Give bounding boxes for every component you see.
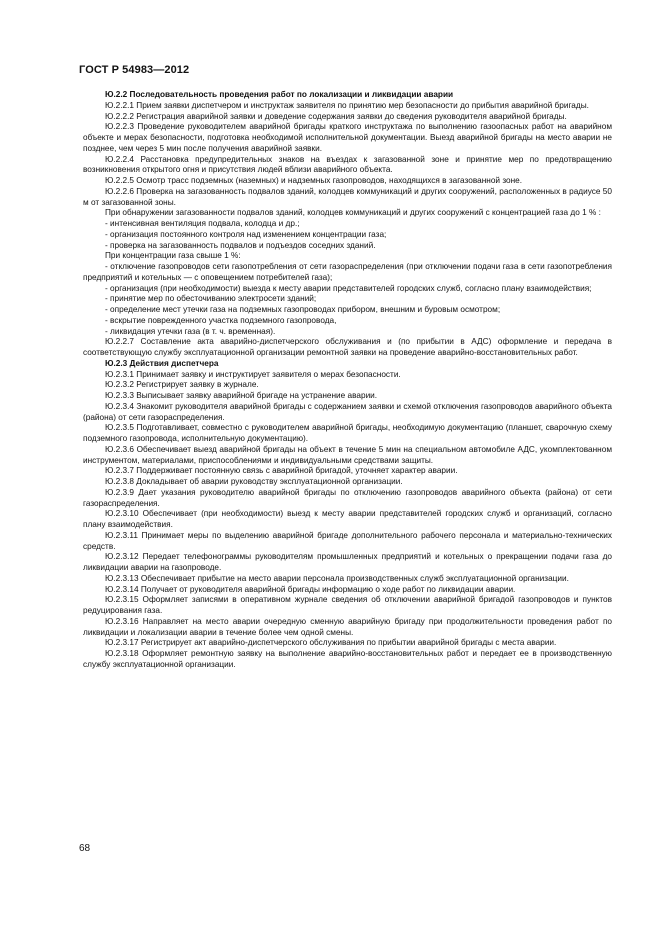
list-item: - принятие мер по обесточиванию электросети зданий; <box>105 294 317 304</box>
paragraph: Ю.2.3.1 Принимает заявку и инструктирует заявителя о мерах безопасности. <box>105 369 401 379</box>
list-item: - интенсивная вентиляция подвала, колодца и др.; <box>105 219 300 228</box>
paragraph: Ю.2.2.7 Составление акта аварийно-диспетчерского обслуживания и (по прибытии в АДС) оформление и передача в соответствующую службу эксплуатационной организации ремонтной заявки на проведение аварийно-восстановительных работ. <box>83 337 612 357</box>
paragraph: При концентрации газа свыше 1 %: <box>105 251 241 261</box>
paragraph: Ю.2.3.18 Оформляет ремонтную заявку на выполнение аварийно-восстановительных работ и передает ее в производственную службу эксплуатационной организации. <box>83 649 612 669</box>
paragraph: При обнаружении загазованности подвалов зданий, колодцев коммуникаций и других сооружений с концентрацией газа до 1 % : <box>105 208 601 218</box>
document-body <box>83 90 612 671</box>
paragraph: Ю.2.3.13 Обеспечивает прибытие на место аварии персонала производственных служб эксплуатационной организации. <box>105 573 569 583</box>
paragraph: Ю.2.3.15 Оформляет записями в оперативном журнале сведения об отключении аварийной бригадой газопроводов и пунктов редуцирования газа. <box>83 595 612 615</box>
paragraph: Ю.2.2.2 Регистрация аварийной заявки и доведение содержания заявки до сведения руководителя аварийной бригады. <box>105 111 567 121</box>
list-item: - организация постоянного контроля над изменением концентрации газа; <box>105 229 387 239</box>
document-header: ГОСТ Р 54983—2012 <box>79 64 190 76</box>
page-number: 68 <box>79 843 91 854</box>
list-item: - проверка на загазованность подвалов и подъездов соседних зданий. <box>105 240 376 250</box>
paragraph: Ю.2.3.3 Выписывает заявку аварийной бригаде на устранение аварии. <box>105 391 378 400</box>
list-item: - ликвидация утечки газа (в т. ч. временная). <box>105 326 276 336</box>
paragraph: Ю.2.2.6 Проверка на загазованность подвалов зданий, колодцев коммуникаций и других сооружений, расположенных в радиусе 50 м от загазованной зоны. <box>83 186 612 207</box>
paragraph: Ю.2.2.1 Прием заявки диспетчером и инструктаж заявителя по принятию мер безопасности до прибытия аварийной бригады. <box>105 100 589 110</box>
section-heading: Ю.2.3 Действия диспетчера <box>105 358 219 368</box>
paragraph: Ю.2.3.12 Передает телефонограммы руководителям промышленных предприятий и котельных о прекращении подачи газа до ликвидации аварии на газопроводе. <box>83 552 612 572</box>
paragraph: Ю.2.3.10 Обеспечивает (при необходимости) выезд к месту аварии представителей городских служб и организаций, согласно плану взаимодействия. <box>83 509 612 529</box>
section-heading: Ю.2.2 Последовательность проведения работ по локализации и ликвидации аварии <box>105 90 454 99</box>
paragraph: Ю.2.2.5 Осмотр трасс подземных (наземных) и надземных газопроводов, находящихся в загазованной зоне. <box>105 176 523 185</box>
list-item: - отключение газопроводов сети газопотребления от сети газораспределения (при отключении подачи газа в сети газопотребления предприятий и котельных — с оповещением потребителей газа); <box>83 262 612 282</box>
paragraph: Ю.2.3.16 Направляет на место аварии очередную сменную аварийную бригаду при продолжительности проведения работ по ликвидации и локализации аварии в течение более чем одной смены. <box>83 616 612 637</box>
paragraph: Ю.2.3.2 Регистрирует заявку в журнале. <box>105 380 259 390</box>
paragraph: Ю.2.3.9 Дает указания руководителю аварийной бригады по отключению газопроводов аварийного объекта (района) от сети газораспределения. <box>83 487 612 508</box>
paragraph: Ю.2.3.14 Получает от руководителя аварийной бригады информацию о ходе работ по ликвидации аварии. <box>105 584 516 594</box>
list-item: - определение мест утечки газа на подземных газопроводах прибором, внешним и буровым осмотром; <box>105 305 501 314</box>
list-item: - вскрытие поврежденного участка подземного газопровода, <box>105 315 337 325</box>
paragraph: Ю.2.3.17 Регистрирует акт аварийно-диспетчерского обслуживания по прибытии аварийной бригады с места аварии. <box>105 638 557 648</box>
paragraph: Ю.2.3.11 Принимает меры по выделению аварийной бригаде дополнительного рабочего персонала и материально-технических средств. <box>83 530 612 551</box>
paragraph: Ю.2.3.8 Докладывает об аварии руководству эксплуатационной организации. <box>105 477 403 486</box>
list-item: - организация (при необходимости) выезда к месту аварии представителей городских служб, согласно плану взаимодействия; <box>105 283 592 293</box>
paragraph: Ю.2.3.6 Обеспечивает выезд аварийной бригады на объект в течение 5 мин на специальном автомобиле АДС, укомплектованном инструментом, материалами, приспособлениями и индивидуальными средствами защиты. <box>83 444 612 465</box>
paragraph: Ю.2.3.7 Поддерживает постоянную связь с аварийной бригадой, уточняет характер аварии. <box>105 466 458 476</box>
paragraph: Ю.2.2.3 Проведение руководителем аварийной бригады краткого инструктажа по выполнению газоопасных работ на аварийном объекте и мерах безопасности, подготовка необходимой исполнительной документации. Выезд аварийной бригады на место аварии не позднее, чем через 5 мин после получения аварийной заявки. <box>83 122 612 153</box>
paragraph: Ю.2.2.4 Расстановка предупредительных знаков на въездах к загазованной зоне и принятие мер по предотвращению возникновения открытого огня и присутствия людей вблизи аварийного объекта. <box>83 154 612 175</box>
paragraph: Ю.2.3.4 Знакомит руководителя аварийной бригады с содержанием заявки и схемой отключения газопроводов аварийного объекта (района) от сети газораспределения. <box>83 401 612 422</box>
paragraph: Ю.2.3.5 Подготавливает, совместно с руководителем аварийной бригады, необходимую документацию (планшет, сварочную схему подземного газопровода, исполнительную документацию). <box>83 423 612 443</box>
